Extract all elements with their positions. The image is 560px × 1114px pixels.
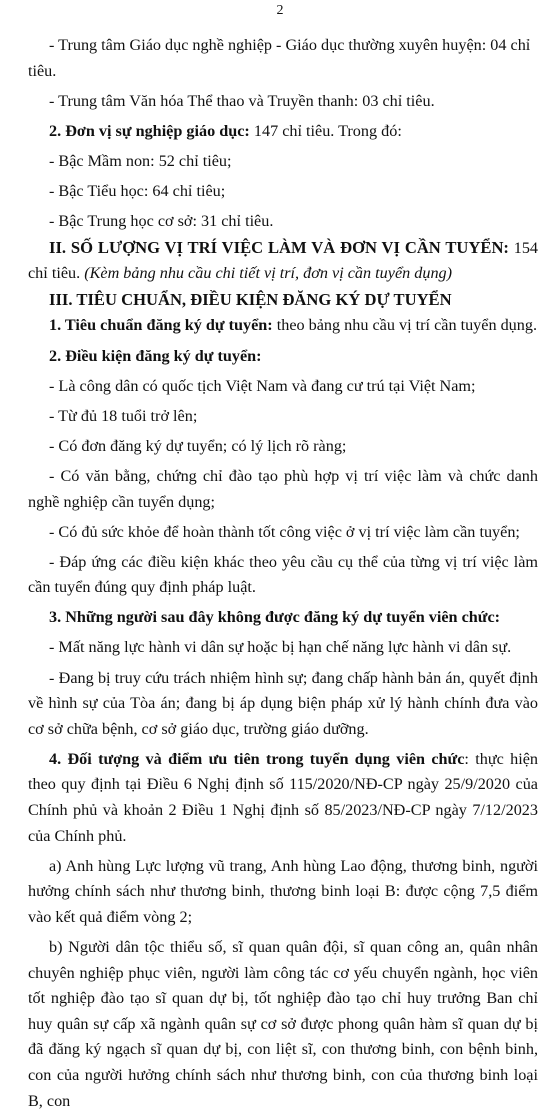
criteria-1: 1. Tiêu chuẩn đăng ký dự tuyển: theo bảng nhu cầu vị trí cần tuyển dụng. <box>49 316 538 335</box>
list-item: - Đáp ứng các điều kiện khác theo yêu cầu cụ thể của từng vị trí việc làm cần tuyển đúng quy định pháp luật. <box>28 552 538 597</box>
list-item: - Mất năng lực hành vi dân sự hoặc bị hạn chế năng lực hành vi dân sự. <box>49 638 512 657</box>
list-item: - Có đủ sức khỏe để hoàn thành tốt công việc ở vị trí việc làm cần tuyển; <box>49 522 520 541</box>
list-item: b) Người dân tộc thiểu số, sĩ quan quân đội, sĩ quan công an, quân nhân chuyên nghiệp phục viên, người làm công tác cơ yếu chuyển ngành, học viên tốt nghiệp đào tạo sĩ quan dự bị, tốt nghiệp đào tạo chỉ huy trưởng Ban chỉ huy quân sự cấp xã ngành quân sự cơ sở được phong quân hàm sĩ quan dự bị đã đăng ký ngạch sĩ quan dự bị, con liệt sĩ, con thương binh, con bệnh binh, con của người hưởng chính sách như thương binh, con của thương binh loại B, con <box>28 938 538 1110</box>
section-heading: III. TIÊU CHUẨN, ĐIỀU KIỆN ĐĂNG KÝ DỰ TUYỂN <box>49 289 452 309</box>
list-item: - Bậc Mầm non: 52 chỉ tiêu; <box>49 151 232 170</box>
list-item: a) Anh hùng Lực lượng vũ trang, Anh hùng Lao động, thương binh, người hưởng chính sách như thương binh, thương binh loại B: được cộng 7,5 điểm vào kết quả điểm vòng 2; <box>28 856 538 926</box>
section-heading: II. SỐ LƯỢNG VỊ TRÍ VIỆC LÀM VÀ ĐƠN VỊ CẦN TUYỂN: <box>49 237 509 257</box>
subsection-title: 2. Đơn vị sự nghiệp giáo dục: <box>49 121 250 140</box>
list-item: - Trung tâm Giáo dục nghề nghiệp - Giáo dục thường xuyên huyện: 04 chỉ tiêu. <box>28 36 531 80</box>
list-item: - Bậc Trung học cơ sở: 31 chỉ tiêu. <box>49 212 274 231</box>
list-item: - Trung tâm Văn hóa Thể thao và Truyền thanh: 03 chỉ tiêu. <box>49 91 435 110</box>
section-note: (Kèm bảng nhu cầu chi tiết vị trí, đơn vị cần tuyển dụng) <box>84 264 453 283</box>
criteria-2-title: 2. Điều kiện đăng ký dự tuyển: <box>49 346 262 365</box>
document-body <box>28 33 538 1114</box>
list-item: - Là công dân có quốc tịch Việt Nam và đang cư trú tại Việt Nam; <box>49 376 476 395</box>
subsection-education: 2. Đơn vị sự nghiệp giáo dục: 147 chỉ tiêu. Trong đó: <box>49 121 402 140</box>
criteria-4: 4. Đối tượng và điểm ưu tiên trong tuyển dụng viên chức: thực hiện theo quy định tại Điều 6 Nghị định số 115/2020/NĐ-CP ngày 25/9/2020 của Chính phủ và khoản 2 Điều 1 Nghị định số 85/2023/NĐ-CP ngày 7/12/2023 của Chính phủ. <box>28 749 538 845</box>
page-number: 2 <box>276 3 284 18</box>
section-ii: II. SỐ LƯỢNG VỊ TRÍ VIỆC LÀM VÀ ĐƠN VỊ CẦN TUYỂN: 154 chỉ tiêu. (Kèm bảng nhu cầu chi tiết vị trí, đơn vị cần tuyển dụng) <box>28 237 539 283</box>
list-item: - Đang bị truy cứu trách nhiệm hình sự; đang chấp hành bản án, quyết định về hình sự của Tòa án; đang bị áp dụng biện pháp xử lý hành chính đưa vào cơ sở chữa bệnh, cơ sở giáo dục, trường giáo dưỡng. <box>28 668 538 738</box>
criteria-3-title: 3. Những người sau đây không được đăng ký dự tuyển viên chức: <box>49 608 501 627</box>
list-item: - Có đơn đăng ký dự tuyển; có lý lịch rõ ràng; <box>49 436 347 455</box>
list-item: - Có văn bằng, chứng chỉ đào tạo phù hợp vị trí việc làm và chức danh nghề nghiệp cần tuyển dụng; <box>28 466 538 511</box>
list-item: - Từ đủ 18 tuổi trở lên; <box>49 406 198 425</box>
list-item: - Bậc Tiểu học: 64 chỉ tiêu; <box>49 181 226 200</box>
